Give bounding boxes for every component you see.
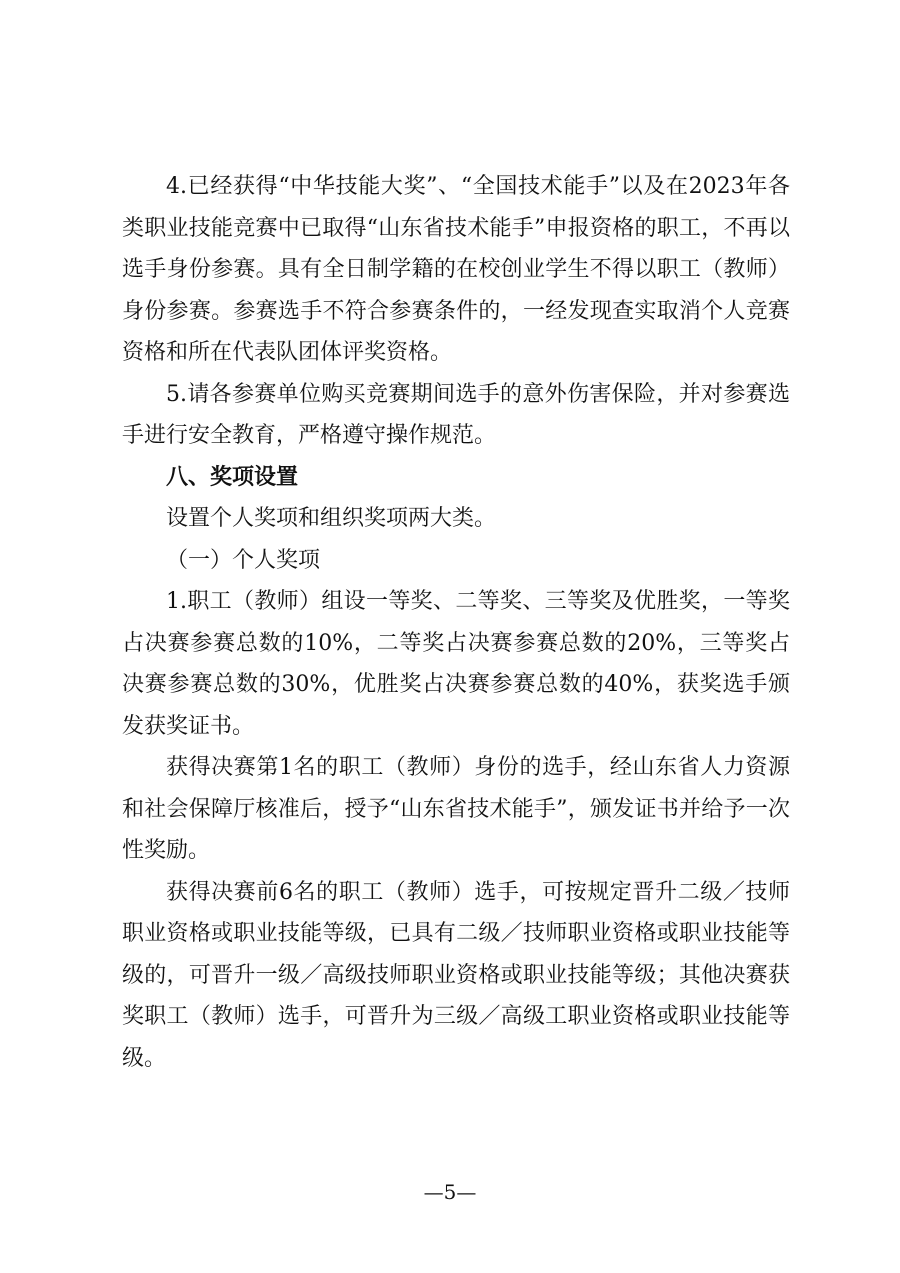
subsection-heading: （一）个人奖项: [166, 547, 321, 573]
document-body: [122, 166, 790, 1079]
award-paragraph-2: 获得决赛第1名的职工（教师）身份的选手，经山东省人力资源和社会保障厅核准后，授予“山东省技术能手”，颁发证书并给予一次性奖励。: [122, 755, 790, 863]
award-paragraph-3: 获得决赛前6名的职工（教师）选手，可按规定晋升二级／技师职业资格或职业技能等级，已具有二级／技师职业资格或职业技能等级的，可晋升一级／高级技师职业资格或职业技能等级；其他决赛获奖职工（教师）选手，可晋升为三级／高级工职业资格或职业技能等级。: [122, 879, 790, 1071]
section-heading: 八、奖项设置: [166, 464, 299, 490]
section-intro: 设置个人奖项和组织奖项两大类。: [166, 506, 497, 531]
paragraph-item-5: 5.请各参赛单位购买竞赛期间选手的意外伤害保险，并对参赛选手进行安全教育，严格遵守操作规范。: [122, 381, 790, 448]
paragraph-item-4: 4.已经获得“中华技能大奖”、“全国技术能手”以及在2023年各类职业技能竞赛中已取得“山东省技术能手”申报资格的职工，不再以选手身份参赛。具有全日制学籍的在校创业学生不得以职工（教师）身份参赛。参赛选手不符合参赛条件的，一经发现查实取消个人竞赛资格和所在代表队团体评奖资格。: [122, 174, 790, 365]
page-number: —5—: [423, 1180, 477, 1204]
award-paragraph-1: 1.职工（教师）组设一等奖、二等奖、三等奖及优胜奖，一等奖占决赛参赛总数的10%，二等奖占决赛参赛总数的20%，三等奖占决赛参赛总数的30%，优胜奖占决赛参赛总数的40%，获奖选手颁发获奖证书。: [122, 589, 790, 739]
